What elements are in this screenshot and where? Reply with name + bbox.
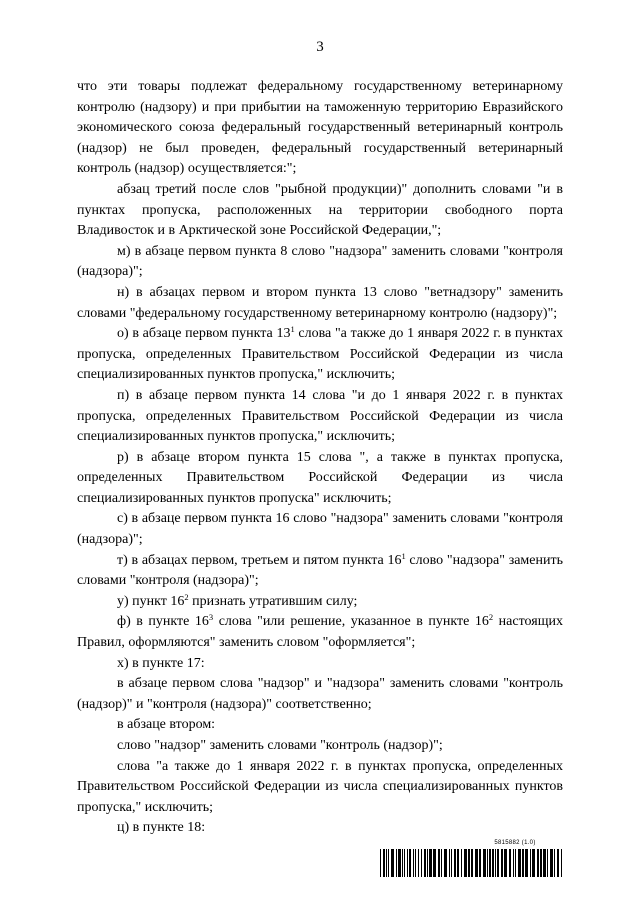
barcode-bar bbox=[457, 849, 459, 877]
paragraph-item-p: п) в абзаце первом пункта 14 слова "и до 1 января 2022 г. в пунктах пропуска, определенных Правительством Российской Федерации из числа специализированных пунктов пропуска," исключить; bbox=[77, 387, 563, 445]
barcode-bar bbox=[464, 849, 467, 877]
paragraph-item-f: ф) в пункте $16^3$ слова "или решение, указанное в пункте $16^2$ настоящих Правил, оформляются" заменить словом "оформляется"; bbox=[77, 612, 563, 651]
barcode-bar bbox=[441, 849, 442, 877]
barcode-bar bbox=[557, 849, 559, 877]
barcode-bar bbox=[501, 849, 503, 877]
paragraph-kh-4: слова "а также до 1 января 2022 г. в пунктах пропуска, определенных Правительством Российской Федерации из числа специализированных пунктов пропуска," исключить; bbox=[77, 758, 563, 815]
barcode-bar bbox=[461, 849, 462, 877]
barcode-bar bbox=[388, 849, 389, 877]
paragraph-item-u: у) пункт $16^2$ признать утратившим силу; bbox=[117, 591, 358, 609]
barcode-bar bbox=[444, 849, 447, 877]
barcode-bar bbox=[391, 849, 394, 877]
barcode-bar bbox=[424, 849, 426, 877]
barcode-bar bbox=[471, 849, 473, 877]
paragraph-item-n: н) в абзацах первом и втором пункта 13 слово "ветнадзору" заменить словами "федеральному государственному ветеринарному контролю (надзору)"; bbox=[77, 284, 563, 321]
barcode-bar bbox=[449, 849, 450, 877]
barcode-bar bbox=[396, 849, 397, 877]
barcode-bar bbox=[518, 849, 521, 877]
barcode-bar bbox=[547, 849, 548, 877]
barcode-icon bbox=[380, 849, 563, 877]
barcode-bar bbox=[380, 849, 381, 877]
barcode-bar bbox=[504, 849, 507, 877]
document-body bbox=[77, 77, 563, 839]
barcode-bar bbox=[540, 849, 542, 877]
barcode-bar bbox=[550, 849, 553, 877]
barcode-bar bbox=[475, 849, 478, 877]
barcode-bar bbox=[454, 849, 456, 877]
barcode-bar bbox=[495, 849, 496, 877]
paragraph-item-m: м) в абзаце первом пункта 8 слово "надзора" заменить словами "контроля (надзора)"; bbox=[77, 243, 563, 280]
barcode-bar bbox=[497, 849, 499, 877]
barcode-bar bbox=[409, 849, 411, 877]
barcode-bar bbox=[402, 849, 403, 877]
barcode-bar bbox=[398, 849, 401, 877]
barcode-bar bbox=[554, 849, 555, 877]
barcode-bar bbox=[418, 849, 419, 877]
paragraph-kh-1: в абзаце первом слова "надзор" и "надзора" заменить словами "контроль (надзор)" и "контроля (надзора)" соответственно; bbox=[77, 676, 563, 712]
paragraph-item-r: р) в абзаце втором пункта 15 слова ", а также в пунктах пропуска, определенных Правительством Российской Федерации из числа специализированных пунктов пропуска" исключить; bbox=[77, 449, 563, 506]
barcode-bar bbox=[433, 849, 436, 877]
barcode-bar bbox=[427, 849, 428, 877]
barcode-bar bbox=[561, 849, 562, 877]
barcode-bar bbox=[532, 849, 535, 877]
paragraph-item-t: т) в абзацах первом, третьем и пятом пункта $16^1$ слово "надзора" заменить словами "контроля (надзора)"; bbox=[77, 550, 563, 589]
barcode-bar bbox=[404, 849, 405, 877]
barcode-bar bbox=[489, 849, 491, 877]
page-number: 3 bbox=[316, 39, 324, 55]
barcode-bar bbox=[413, 849, 414, 877]
paragraph-kh-3: слово "надзор" заменить словами "контроль (надзор)"; bbox=[117, 738, 443, 753]
barcode-bar bbox=[537, 849, 539, 877]
barcode-bar bbox=[522, 849, 524, 877]
barcode-bar bbox=[483, 849, 486, 877]
barcode-bar bbox=[487, 849, 488, 877]
document-code: 5815882 (1.0) bbox=[494, 840, 536, 846]
paragraph-item-ts: ц) в пункте 18: bbox=[117, 820, 206, 836]
paragraph-item-s: с) в абзаце первом пункта 16 слово "надзора" заменить словами "контроля (надзора)"; bbox=[77, 511, 563, 548]
paragraph-kh-2: в абзаце втором: bbox=[117, 717, 216, 733]
barcode-bar bbox=[543, 849, 546, 877]
barcode-bar bbox=[509, 849, 511, 877]
barcode-bar bbox=[451, 849, 452, 877]
barcode-bar bbox=[492, 849, 494, 877]
barcode-bar bbox=[415, 849, 416, 877]
barcode-bar bbox=[468, 849, 470, 877]
paragraph-1: что эти товары подлежат федеральному государственному ветеринарному контролю (надзору) и при прибытии на таможенную территорию Евразийского экономического союза федеральный государственный ветеринарный контроль (надзор) не был проведен, федеральный государственный ветеринарный контроль (надзор) осуществляется:"; bbox=[77, 79, 563, 177]
barcode-bar bbox=[421, 849, 422, 877]
barcode-bar bbox=[429, 849, 432, 877]
barcode-bar bbox=[479, 849, 481, 877]
barcode-bar bbox=[386, 849, 387, 877]
barcode-bar bbox=[530, 849, 531, 877]
barcode-bar bbox=[438, 849, 440, 877]
paragraph-item-o: о) в абзаце первом пункта $13^1$ слова "а также до 1 января 2022 г. в пунктах пропуска, определенных Правительством Российской Федерации из числа специализированных пунктов пропуска," исключить; bbox=[77, 324, 563, 383]
barcode-bar bbox=[515, 849, 516, 877]
paragraph-2: абзац третий после слов "рыбной продукции)" дополнить словами "и в пунктах пропуска, расположенных на территории свободного порта Владивосток и в Арктической зоне Российской Федерации,"; bbox=[77, 181, 563, 239]
barcode-bar bbox=[383, 849, 385, 877]
barcode-bar bbox=[525, 849, 528, 877]
barcode-bar bbox=[407, 849, 408, 877]
paragraph-item-kh: х) в пункте 17: bbox=[117, 655, 205, 671]
barcode-bar bbox=[513, 849, 514, 877]
